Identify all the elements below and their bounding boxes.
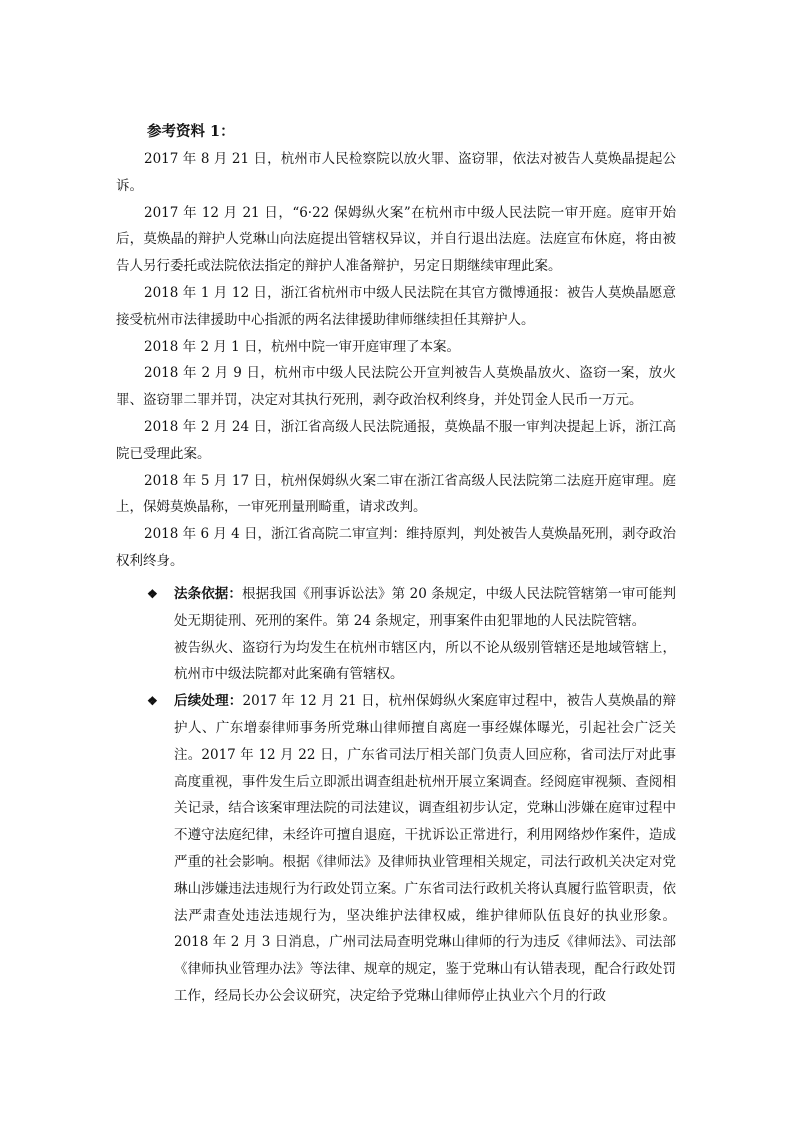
section-heading: 参考资料 1： bbox=[147, 123, 235, 140]
bullet-text: 根据我国《刑事诉讼法》第 20 条规定，中级人民法院管辖第一审可能判处无期徒刑、死刑的案件。第 24 条规定，刑事案件由犯罪地的人民法院管辖。 bbox=[174, 586, 677, 629]
paragraph: 2018 年 2 月 24 日，浙江省高级人民法院通报，莫焕晶不服一审判决提起上诉，浙江高院已受理此案。 bbox=[116, 418, 676, 462]
bullet-item-follow-up bbox=[116, 688, 676, 1010]
bullet-item-legal-basis bbox=[116, 581, 676, 688]
bullet-label: 法条依据： bbox=[174, 586, 243, 602]
paragraph: 2018 年 6 月 4 日，浙江省高院二审宣判：维持原判，判处被告人莫焕晶死刑，剥夺政治权利终身。 bbox=[116, 526, 676, 569]
diamond-bullet-icon: ❖ bbox=[147, 587, 158, 601]
diamond-bullet-icon: ❖ bbox=[147, 694, 158, 709]
paragraph: 2018 年 5 月 17 日，杭州保姆纵火案二审在浙江省高级人民法院第二法庭开庭审理。庭上，保姆莫焕晶称，一审死刑量刑畸重，请求改判。 bbox=[116, 472, 676, 516]
timeline-paragraphs bbox=[116, 146, 676, 575]
bullet-text: 2017 年 12 月 21 日，杭州保姆纵火案庭审过程中，被告人莫焕晶的辩护人、广东增泰律师事务所党琳山律师擅自离庭一事经媒体曝光，引起社会广泛关注。2017 年 12 月 22 日，广东省司法厅相关部门负责人回应称，省司法厅对此事高度重视，事件发生后立即派出调查组赴杭州开展立案调查。经阅庭审视频、查阅相关记录，结合该案审理法院的司法建议，调查组初步认定，党琳山涉嫌在庭审过程中不遵守法庭纪律，未经许可擅自退庭，干扰诉讼正常进行，利用网络炒作案件，造成严重的社会影响。根据《律师法》及律师执业管理相关规定，司法行政机关决定对党琳山涉嫌违法违规行为行政处罚立案。广东省司法行政机关将认真履行监管职责，依法严肃查处违法违规行为，坚决维护法律权威，维护律师队伍良好的执业形象。2018 年 2 月 3 日消息，广州司法局查明党琳山律师的行为违反《律师法》、司法部《律师执业管理办法》等法律、规章的规定，鉴于党琳山有认错表现，配合行政处罚工作，经局长办公会议研究，决定给予党琳山律师停止执业六个月的行政 bbox=[174, 693, 677, 1004]
paragraph: 2017 年 12 月 21 日，“6·22 保姆纵火案”在杭州市中级人民法院一审开庭。庭审开始后，莫焕晶的辩护人党琳山向法庭提出管辖权异议，并自行退出法庭。法庭宣布休庭，将由被告人另行委托或法院依法指定的辩护人准备辩护，另定日期继续审理此案。 bbox=[116, 204, 676, 275]
paragraph: 2018 年 2 月 9 日，杭州市中级人民法院公开宣判被告人莫焕晶放火、盗窃一案，放火罪、盗窃罪二罪并罚，决定对其执行死刑，剥夺政治权利终身，并处罚金人民币一万元。 bbox=[116, 365, 676, 409]
bullet-list bbox=[116, 581, 676, 1010]
bullet-extra-text: 被告纵火、盗窃行为均发生在杭州市辖区内，所以不论从级别管辖还是地域管辖上，杭州市中级法院都对此案确有管辖权。 bbox=[174, 639, 676, 683]
bullet-label: 后续处理： bbox=[174, 693, 243, 710]
paragraph: 2018 年 2 月 1 日，杭州中院一审开庭审理了本案。 bbox=[144, 338, 460, 355]
paragraph: 2017 年 8 月 21 日，杭州市人民检察院以放火罪、盗窃罪，依法对被告人莫焕晶提起公诉。 bbox=[116, 151, 676, 194]
paragraph: 2018 年 1 月 12 日，浙江省杭州市中级人民法院在其官方微博通报：被告人莫焕晶愿意接受杭州市法律援助中心指派的两名法律援助律师继续担任其辩护人。 bbox=[116, 284, 676, 328]
